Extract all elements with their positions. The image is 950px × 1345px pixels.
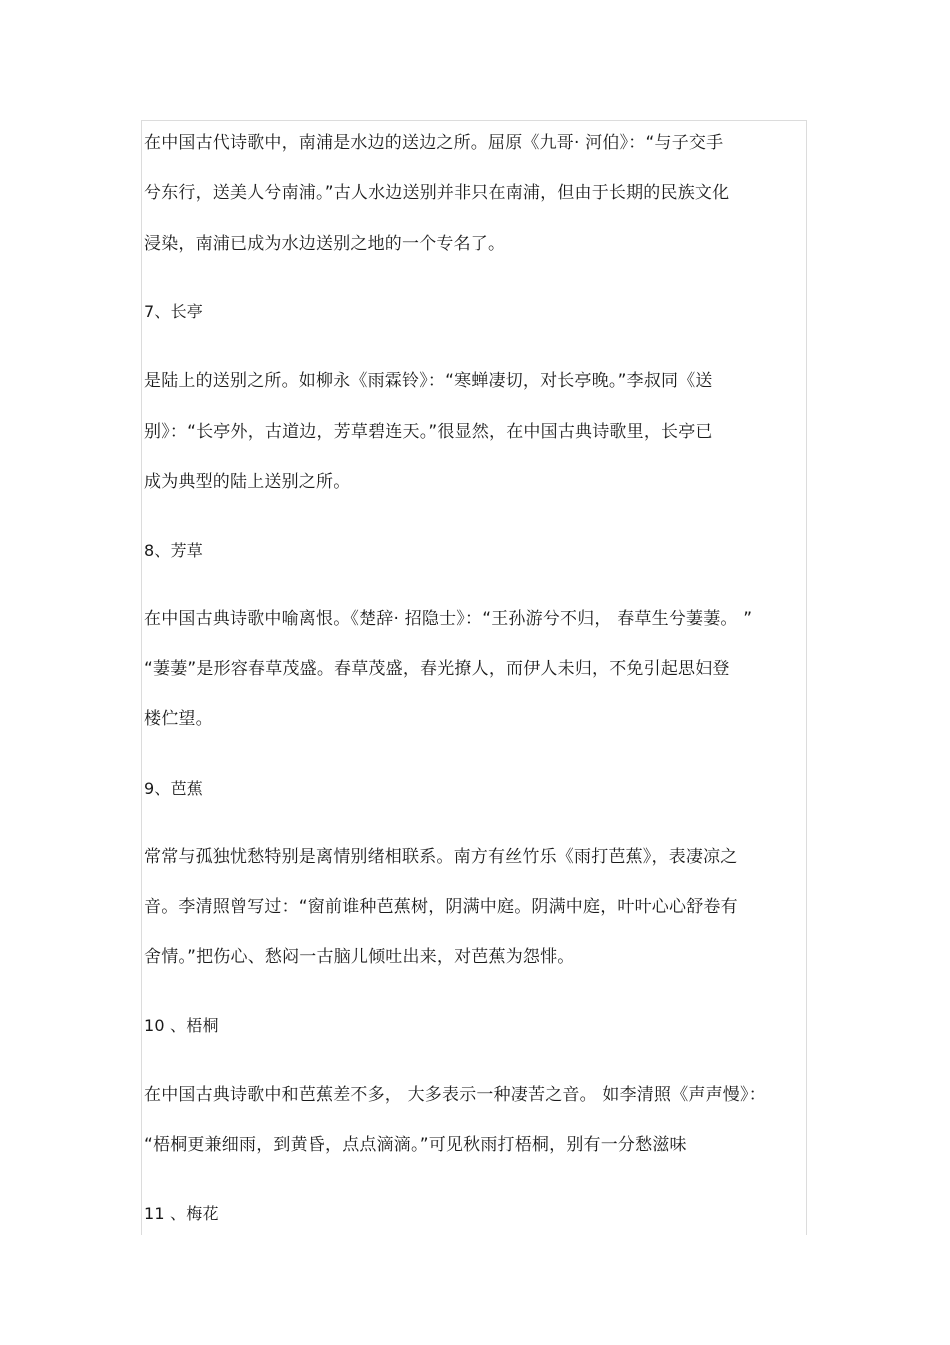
paragraph-nanpu-line-2: 兮东行，送美人兮南浦。”古人水边送别并非只在南浦，但由于长期的民族文化 <box>144 183 730 203</box>
section-heading-fangcao: 8、芳草 <box>144 541 203 560</box>
paragraph-changting-line-1: 是陆上的送别之所。如柳永《雨霖铃》：“寒蝉凄切，对长亭晚。”李叔同《送 <box>144 371 713 391</box>
paragraph-changting-line-2: 别》：“长亭外，古道边，芳草碧连天。”很显然，在中国古典诗歌里，长亭已 <box>144 422 713 442</box>
paragraph-bajiao-line-3: 舍情。”把伤心、愁闷一古脑儿倾吐出来，对芭蕉为怨悱。 <box>144 947 575 967</box>
paragraph-fangcao-line-1: 在中国古典诗歌中喻离恨。《楚辞· 招隐士》：“王孙游兮不归， 春草生兮萋萋。 ” <box>144 609 753 629</box>
paragraph-bajiao-line-2: 音。李清照曾写过：“窗前谁种芭蕉树，阴满中庭。阴满中庭，叶叶心心舒卷有 <box>144 897 738 917</box>
paragraph-wutong-line-2: “梧桐更兼细雨，到黄昏，点点滴滴。”可见秋雨打梧桐，别有一分愁滋味 <box>144 1135 687 1155</box>
section-heading-meihua: 11 、梅花 <box>144 1204 219 1223</box>
section-heading-changting: 7、长亭 <box>144 302 203 321</box>
section-heading-bajiao: 9、芭蕉 <box>144 779 203 798</box>
paragraph-bajiao-line-1: 常常与孤独忧愁特别是离情别绪相联系。南方有丝竹乐《雨打芭蕉》，表凄凉之 <box>144 847 738 867</box>
paragraph-wutong-line-1: 在中国古典诗歌中和芭蕉差不多， 大多表示一种凄苦之音。 如李清照《声声慢》： <box>144 1085 766 1105</box>
section-heading-wutong: 10 、梧桐 <box>144 1016 219 1035</box>
paragraph-fangcao-line-3: 楼伫望。 <box>144 709 213 729</box>
paragraph-nanpu-line-1: 在中国古代诗歌中，南浦是水边的送边之所。屈原《九哥· 河伯》：“与子交手 <box>144 133 724 153</box>
paragraph-nanpu-line-3: 浸染，南浦已成为水边送别之地的一个专名了。 <box>144 234 506 254</box>
paragraph-fangcao-line-2: “萋萋”是形容春草茂盛。春草茂盛，春光撩人，而伊人未归，不免引起思妇登 <box>144 659 730 679</box>
paragraph-changting-line-3: 成为典型的陆上送别之所。 <box>144 472 351 492</box>
